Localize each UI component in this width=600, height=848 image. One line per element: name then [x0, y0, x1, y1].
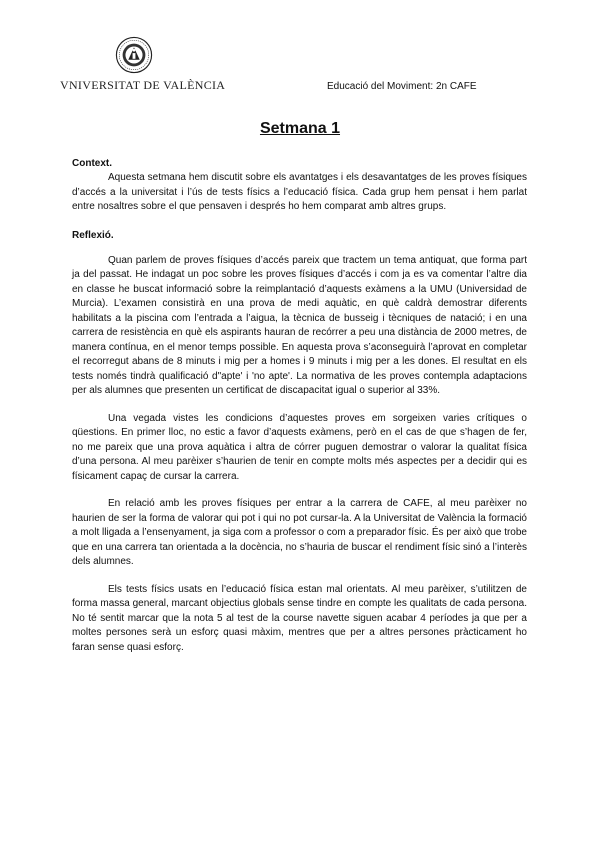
university-logo — [60, 36, 226, 96]
course-label: Educació del Moviment: 2n CAFE — [327, 81, 477, 92]
context-paragraph: Aquesta setmana hem discutit sobre els avantatges i els desavantatges de les proves físiques d’accés a la universitat i l’ús de tests físics a l’educació física. Cada grup hem pensat i hem parlat entre nosaltres sobre el que pensaven i després ho hem comparat amb altres grups. — [72, 172, 527, 212]
reflexio-paragraph-2: Una vegada vistes les condicions d’aquestes proves em sorgeixen varies crítiques o qüestions. En primer lloc, no estic a favor d’aquests exàmens, però en el cas de que s’hagen de fer, no me pareix que una prova aquàtica i altra de córrer puguen demostrar o valorar la qualitat física d’una persona. Al meu parèixer s’haurien de tenir en compte molts més aspectes per a decidir qui es físicament capaç de cursar la carrera. — [72, 412, 527, 482]
page-title: Setmana 1 — [259, 120, 341, 137]
reflexio-paragraph-1: Quan parlem de proves físiques d’accés pareix que tractem un tema antiquat, que forma part ja del passat. He indagat un poc sobre les proves físiques d’accés i com ja es va comentar l’altre dia en classe he buscat informació sobre la reimplantació d’aquests exàmens a la UMU (Universidad de Murcia). L’examen consistirà en una prova de medi aquàtic, en què caldrà demostrar diferents habilitats a la piscina com l’entrada a l’aigua, la tècnica de busseig i tècniques de natació; i en una carrera de resistència en què els aspirants hauran de recórrer a peu una distància de 2000 metres, de manera contínua, en el menor temps possible. En aquesta prova s’aconseguirà l’aprovat en completar el recorregut abans de 8 minuts i mig per a homes i 9 minuts i mig per a les dones. El resultat en els tests només tindrà qualificació d"apte' i 'no apte'. La normativa de les proves contempla adaptacions per als alumnes que presenten un certificat de discapacitat igual o superior al 33%. — [72, 254, 527, 396]
reflexio-paragraph-3: En relació amb les proves físiques per entrar a la carrera de CAFE, al meu parèixer no haurien de ser la forma de valorar qui pot i qui no pot cursar-la. A la Universitat de València la formació a molt lligada a l’ensenyament, ja siga com a professor o com a preparador físic. És per això que trobe que en una carrera tan orientada a la docència, no s’hauria de buscar el rendiment físic sinó a l’interès dels alumnes. — [72, 498, 527, 567]
document-body — [72, 157, 527, 655]
university-name: VNIVERSITAT DE VALÈNCIA — [60, 78, 226, 92]
reflexio-paragraph-4: Els tests físics usats en l’educació física estan mal orientats. Al meu parèixer, s’utilitzen de forma massa general, marcant objectius globals sense tindre en compte les qualitats de cada persona. No té sentit marcar que la nota 5 al test de la course navette siguen acabar 4 períodes ja que per a moltes persones serà un esforç quasi màxim, mentres que per a altres persones pràcticament ho faran sense quasi esforç. — [72, 583, 527, 653]
reflexio-heading: Reflexió. — [72, 229, 114, 241]
context-heading: Context. — [72, 158, 112, 169]
university-seal-icon — [115, 36, 153, 74]
